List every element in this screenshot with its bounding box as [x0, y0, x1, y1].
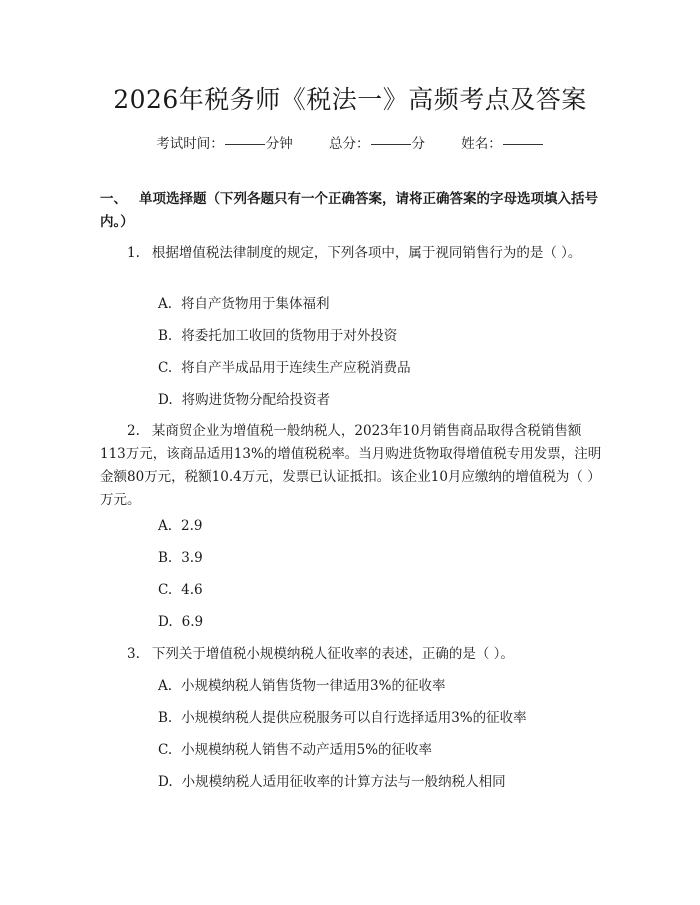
option-letter: D. — [158, 392, 173, 408]
option-text: 6.9 — [181, 614, 204, 630]
option-text: 4.6 — [181, 582, 203, 598]
option-letter: B. — [158, 710, 173, 726]
time-label: 考试时间： — [156, 136, 224, 152]
option-letter: A. — [158, 678, 173, 694]
option-letter: D. — [158, 614, 173, 630]
score-unit: 分 — [411, 136, 425, 152]
question-3-option-c — [158, 740, 618, 760]
question-1-option-b — [158, 326, 618, 346]
option-text: 3.9 — [181, 550, 203, 566]
question-number: 2. — [127, 423, 140, 439]
score-blank — [371, 144, 411, 145]
question-text: 下列关于增值税小规模纳税人征收率的表述，正确的是（ ）。 — [151, 646, 514, 662]
option-text: 将自产半成品用于连续生产应税消费品 — [181, 360, 411, 376]
question-2-option-c — [158, 580, 618, 600]
question-2-option-d — [158, 612, 618, 632]
option-text: 小规模纳税人销售货物一律适用3%的征收率 — [181, 678, 446, 694]
option-letter: D. — [158, 774, 173, 790]
question-3-option-d — [158, 772, 618, 792]
name-label: 姓名： — [461, 136, 502, 152]
question-3-option-b — [158, 708, 618, 728]
question-2-option-b — [158, 548, 618, 568]
section-heading — [100, 188, 605, 234]
option-letter: C. — [158, 582, 173, 598]
time-blank — [225, 144, 265, 145]
option-text: 将委托加工收回的货物用于对外投资 — [181, 328, 398, 344]
question-1-option-a — [158, 294, 618, 314]
option-text: 将购进货物分配给投资者 — [181, 392, 331, 408]
question-number: 1. — [127, 245, 140, 261]
page-title: 2026年税务师《税法一》高频考点及答案 — [113, 85, 587, 114]
question-1-option-c — [158, 358, 618, 378]
option-text: 小规模纳税人适用征收率的计算方法与一般纳税人相同 — [181, 774, 506, 790]
exam-time — [156, 136, 293, 152]
option-letter: C. — [158, 742, 173, 758]
section-number: 一、 — [100, 191, 127, 207]
question-text: 某商贸企业为增值税一般纳税人，2023年10月销售商品取得含税销售额113万元，该商品适用13%的增值税税率。当月购进货物取得增值税专用发票，注明金额80万元，税额10.4万元，发票已认证抵扣。该企业10月应缴纳的增值税为（ ）万元。 — [100, 423, 602, 508]
question-3 — [100, 643, 605, 666]
score-label: 总分： — [329, 136, 370, 152]
exam-meta — [0, 132, 700, 152]
name-blank — [503, 144, 543, 145]
option-letter: A. — [158, 296, 173, 312]
question-2-option-a — [158, 516, 618, 536]
question-number: 3. — [127, 646, 140, 662]
exam-score — [329, 136, 425, 152]
option-text: 2.9 — [181, 518, 203, 534]
question-1-option-d — [158, 390, 618, 410]
time-unit: 分钟 — [265, 136, 293, 152]
question-2 — [100, 420, 605, 512]
exam-name — [461, 136, 544, 152]
option-letter: B. — [158, 328, 173, 344]
option-letter: A. — [158, 518, 173, 534]
question-1 — [100, 242, 605, 265]
question-3-option-a — [158, 676, 618, 696]
option-text: 小规模纳税人提供应税服务可以自行选择适用3%的征收率 — [181, 710, 527, 726]
option-letter: C. — [158, 360, 173, 376]
option-text: 小规模纳税人销售不动产适用5%的征收率 — [181, 742, 433, 758]
option-text: 将自产货物用于集体福利 — [181, 296, 330, 312]
option-letter: B. — [158, 550, 173, 566]
question-text: 根据增值税法律制度的规定，下列各项中，属于视同销售行为的是（ ）。 — [151, 245, 582, 261]
section-heading-text: 单项选择题（下列各题只有一个正确答案，请将正确答案的字母选项填入括号内。） — [100, 191, 598, 230]
